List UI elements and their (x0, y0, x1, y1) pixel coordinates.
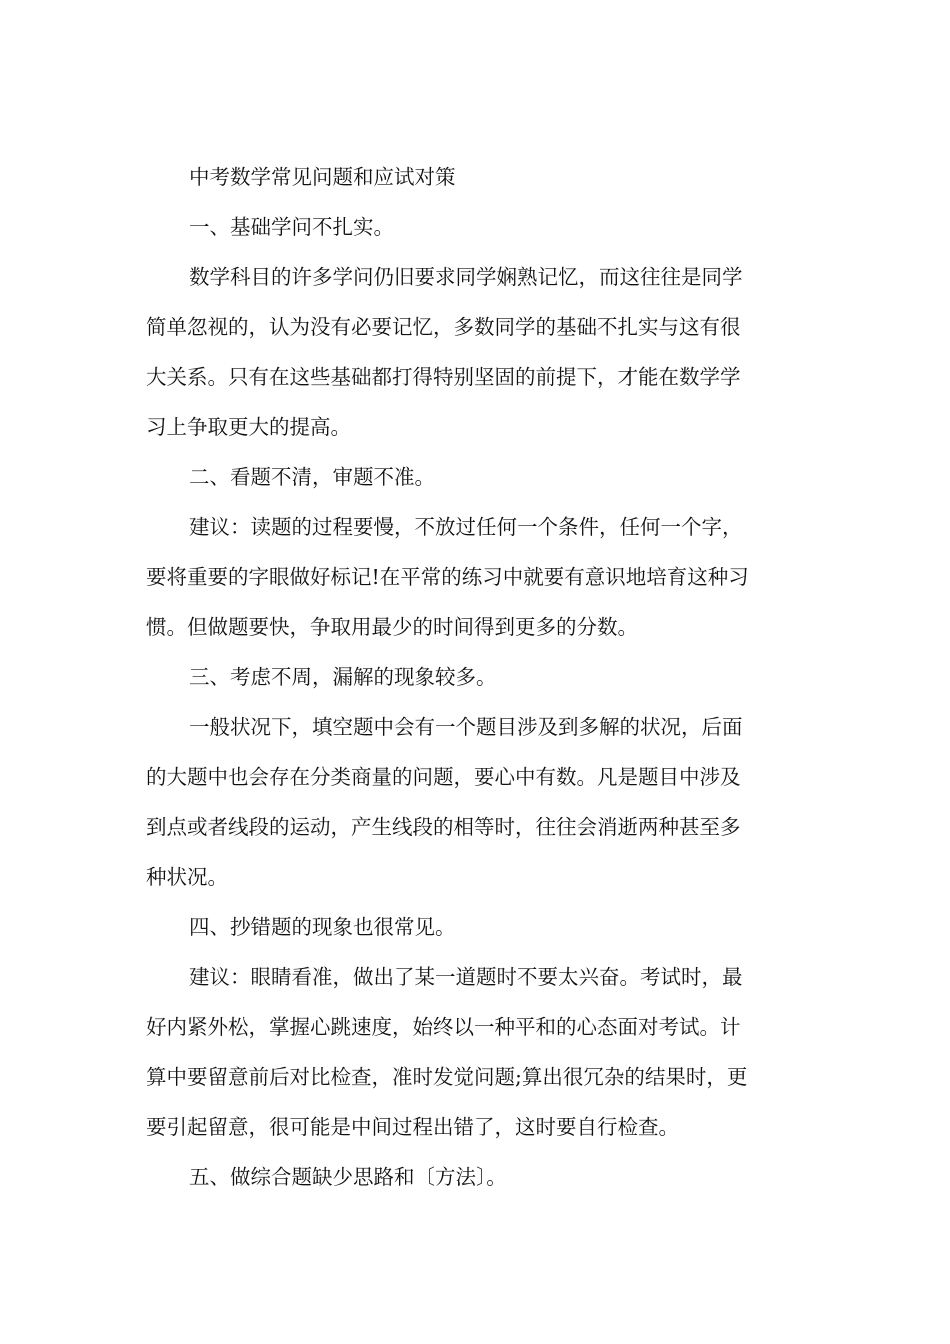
paragraph-line (146, 952, 808, 1002)
paragraph-line: 大关系。只有在这些基础都打得特别坚固的前提下，才能在数学学 (146, 365, 741, 389)
paragraph-text: 建议：读题的过程要慢，不放过任何一个条件，任何一个字， (189, 515, 743, 539)
paragraph-1 (146, 252, 808, 452)
paragraph-line: 种状况。 (146, 865, 228, 889)
paragraph-4 (146, 952, 808, 1152)
paragraph-text: 建议：眼睛看准，做出了某一道题时不要太兴奋。考试时，最 (189, 965, 743, 989)
paragraph-text: 一般状况下，填空题中会有一个题目涉及到多解的状况，后面 (189, 715, 743, 739)
paragraph-line: 要引起留意，很可能是中间过程出错了，这时要自行检查。 (146, 1115, 679, 1139)
paragraph-text: 数学科目的许多学问仍旧要求同学娴熟记忆，而这往往是同学 (189, 265, 743, 289)
document-title: 中考数学常见问题和应试对策 (189, 165, 456, 189)
paragraph-line (146, 702, 808, 752)
paragraph-line: 的大题中也会存在分类商量的问题，要心中有数。凡是题目中涉及 (146, 765, 741, 789)
paragraph-line: 到点或者线段的运动，产生线段的相等时，往往会消逝两种甚至多 (146, 815, 741, 839)
paragraph-line: 惯。但做题要快，争取用最少的时间得到更多的分数。 (146, 615, 638, 639)
paragraph-line (146, 502, 808, 552)
paragraph-line: 要将重要的字眼做好标记!在平常的练习中就要有意识地培育这种习 (146, 565, 749, 589)
section-heading-2: 二、看题不清，审题不准。 (189, 465, 435, 489)
paragraph-3 (146, 702, 808, 902)
section-heading-5: 五、做综合题缺少思路和〔方法〕。 (189, 1165, 507, 1189)
paragraph-line (146, 252, 808, 302)
section-heading-3: 三、考虑不周，漏解的现象较多。 (189, 665, 497, 689)
paragraph-line: 好内紧外松，掌握心跳速度，始终以一种平和的心态面对考试。计 (146, 1015, 741, 1039)
paragraph-line: 习上争取更大的提高。 (146, 415, 351, 439)
paragraph-line: 简单忽视的，认为没有必要记忆，多数同学的基础不扎实与这有很 (146, 315, 741, 339)
paragraph-2 (146, 502, 808, 652)
paragraph-line: 算中要留意前后对比检查，准时发觉问题;算出很冗杂的结果时，更 (146, 1065, 748, 1089)
section-heading-1: 一、基础学问不扎实。 (189, 215, 394, 239)
section-heading-4: 四、抄错题的现象也很常见。 (189, 915, 456, 939)
document-body (146, 152, 808, 1202)
